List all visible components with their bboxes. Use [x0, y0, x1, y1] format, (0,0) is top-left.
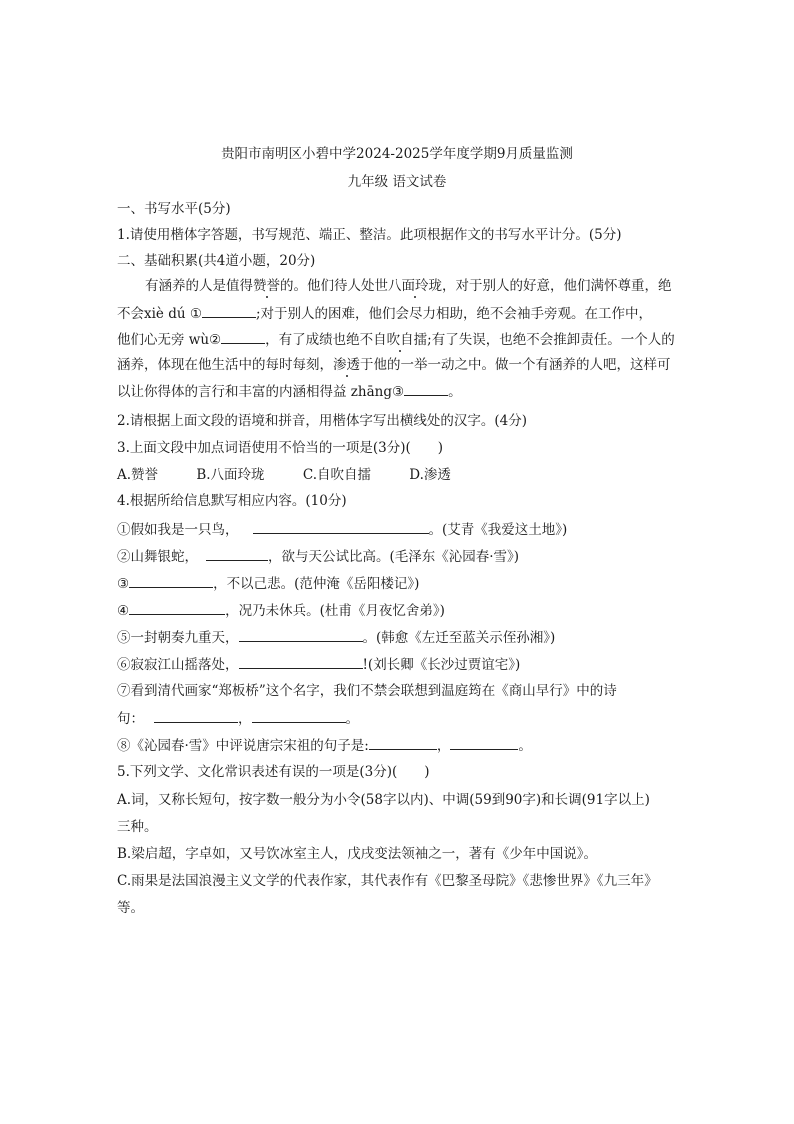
- recite-item-8: ⑧《沁园春·雪》中评说唐宗宋祖的句子是: ， 。: [117, 735, 532, 756]
- recite-item-5: ⑤一封朝奏九重天， 。(韩愈《左迁至蓝关示侄孙湘》): [117, 627, 555, 648]
- answer-blank-8[interactable]: [239, 627, 363, 642]
- question-5-option-a-cont: 三种。: [117, 819, 158, 835]
- passage-line-4: 涵养，体现在他生活中的每时每刻，渗透于他的一举一动之中。做一个有涵养的人吧，这样可: [117, 357, 671, 373]
- question-5-option-b[interactable]: B.梁启超，字卓如，又号饮冰室主人，戊戌变法领袖之一，著有《少年中国说》。: [117, 846, 597, 862]
- answer-blank-6[interactable]: [129, 573, 213, 588]
- option-d[interactable]: D.渗透: [409, 467, 451, 483]
- recite-item-7-cont: 句： ， 。: [117, 708, 359, 729]
- dotted-word-2: 八面玲珑: [388, 278, 442, 294]
- answer-blank-2[interactable]: [221, 329, 265, 344]
- recite-item-3: ③ ，不以己悲。(范仲淹《岳阳楼记》): [117, 573, 419, 594]
- passage-line-1: 有涵养的人是值得赞誉的。他们待人处世八面玲珑，对于别人的好意，他们满怀尊重，绝: [145, 278, 672, 294]
- question-4: 4.根据所给信息默写相应内容。(10分): [117, 493, 347, 509]
- dotted-word-4: 渗透: [333, 357, 360, 373]
- question-5-option-a[interactable]: A.词，又称长短句，按字数一般分为小令(58字以内)、中调(59到90字)和长调(91字以上): [117, 792, 650, 808]
- dotted-word-3: 自吹自擂: [373, 332, 428, 348]
- answer-blank-10[interactable]: [154, 708, 238, 723]
- section2-heading: 二、基础积累(共4道小题，20分): [117, 253, 316, 269]
- answer-blank-1[interactable]: [202, 303, 256, 318]
- option-a[interactable]: A.赞誉: [117, 467, 159, 483]
- question-5: 5.下列文学、文化常识表述有误的一项是(3分)( ): [117, 764, 430, 780]
- option-b[interactable]: B.八面玲珑: [196, 467, 265, 483]
- option-c[interactable]: C.自吹自擂: [302, 467, 371, 483]
- answer-blank-3[interactable]: [404, 381, 448, 396]
- recite-item-1: ①假如我是一只鸟， 。(艾青《我爱这土地》): [117, 519, 567, 540]
- recite-item-6: ⑥寂寂江山摇落处， !(刘长卿《长沙过贾谊宅》): [117, 654, 520, 675]
- recite-item-2: ②山舞银蛇， ，欲与天公试比高。(毛泽东《沁园春·雪》): [117, 546, 519, 567]
- exam-subtitle: 九年级 语文试卷: [347, 174, 447, 190]
- answer-blank-11[interactable]: [252, 708, 346, 723]
- question-5-option-c-cont: 等。: [117, 900, 144, 916]
- answer-blank-12[interactable]: [369, 735, 437, 750]
- question-5-option-c[interactable]: C.雨果是法国浪漫主义文学的代表作家，其代表作有《巴黎圣母院》《悲惨世界》《九三年》: [117, 873, 658, 889]
- answer-blank-5[interactable]: [206, 546, 268, 561]
- question-1: 1.请使用楷体字答题，书写规范、端正、整洁。此项根据作文的书写水平计分。(5分): [117, 227, 622, 243]
- question-3: 3.上面文段中加点词语使用不恰当的一项是(3分)( ): [117, 440, 444, 456]
- recite-item-4: ④ ，况乃未休兵。(杜甫《月夜忆舍弟》): [117, 600, 445, 621]
- section1-heading: 一、书写水平(5分): [117, 201, 231, 217]
- exam-title: 贵阳市南明区小碧中学2024-2025学年度学期9月质量监测: [221, 146, 573, 162]
- recite-item-7: ⑦看到清代画家“郑板桥”这个名字，我们不禁会联想到温庭筠在《商山早行》中的诗: [117, 683, 617, 699]
- question-2: 2.请根据上面文段的语境和拼音，用楷体字写出横线处的汉字。(4分): [117, 413, 528, 429]
- answer-blank-13[interactable]: [450, 735, 518, 750]
- passage-line-5: 以让你得体的言行和丰富的内涵相得益 zhāng③ 。: [117, 381, 462, 402]
- passage-line-3: 他们心无旁 wù② ，有了成绩也绝不自吹自擂;有了失误，也绝不会推卸责任。一个人的: [117, 329, 675, 350]
- answer-blank-7[interactable]: [129, 600, 225, 615]
- answer-blank-9[interactable]: [239, 654, 363, 669]
- passage-line-2: 不会xiè dú ① ;对于别人的困难，他们会尽力相助，绝不会袖手旁观。在工作中，: [117, 303, 652, 324]
- question-3-options: [117, 465, 451, 485]
- dotted-word-1: 赞誉: [253, 278, 280, 294]
- answer-blank-4[interactable]: [253, 519, 429, 534]
